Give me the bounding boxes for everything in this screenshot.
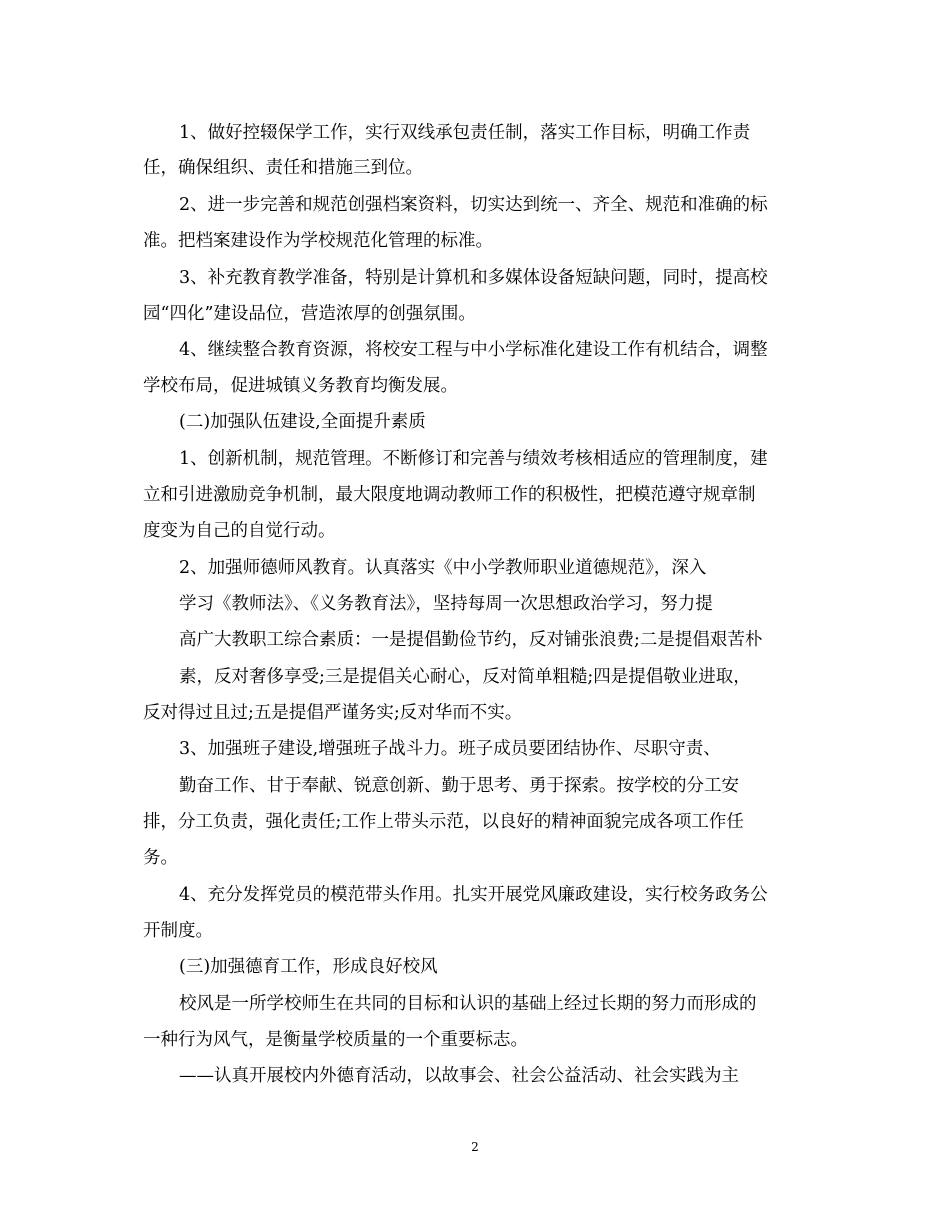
text-line: 学习《教师法》、《义务教育法》，坚持每周一次思想政治学习，努力提 [179, 594, 713, 614]
text-line: 3、补充教育教学准备，特别是计算机和多媒体设备短缺问题，同时，提高校 [179, 268, 768, 288]
text-line: 开制度。 [143, 921, 213, 941]
text-line: 3、加强班子建设,增强班子战斗力。班子成员要团结协作、尽职守责、 [179, 739, 721, 759]
text-line: 4、继续整合教育资源，将校安工程与中小学标准化建设工作有机结合，调整 [179, 340, 768, 360]
text-line: 勤奋工作、甘于奉献、锐意创新、勤于思考、勇于探索。按学校的分工安 [179, 776, 739, 796]
text-line: 1、创新机制，规范管理。不断修订和完善与绩效考核相适应的管理制度，建 [179, 449, 768, 469]
text-line: 任，确保组织、责任和措施三到位。 [143, 158, 423, 178]
text-line: 准。把档案建设作为学校规范化管理的标准。 [143, 231, 493, 251]
text-line: 度变为自己的自觉行动。 [143, 521, 336, 541]
text-line: 立和引进激励竞争机制，最大限度地调动教师工作的积极性，把模范遵守规章制 [143, 485, 756, 505]
section-heading: (三)加强德育工作，形成良好校风 [179, 957, 438, 977]
text-line: 排，分工负责，强化责任;工作上带头示范，以良好的精神面貌完成各项工作任 [143, 812, 744, 832]
text-line: 园“四化”建设品位，营造浓厚的创强氛围。 [143, 304, 476, 324]
section-heading: (二)加强队伍建设,全面提升素质 [179, 412, 426, 432]
text-line: 高广大教职工综合素质：一是提倡勤俭节约，反对铺张浪费;二是提倡艰苦朴 [179, 630, 763, 650]
text-line: 4、充分发挥党员的模范带头作用。扎实开展党风廉政建设，实行校务政务公 [179, 885, 768, 905]
text-line: 校风是一所学校师生在共同的目标和认识的基础上经过长期的努力而形成的 [179, 994, 757, 1014]
text-line: 素，反对奢侈享受;三是提倡关心耐心，反对简单粗糙;四是提倡敬业进取， [179, 667, 751, 687]
text-line: 1、做好控辍保学工作，实行双线承包责任制，落实工作目标，明确工作责 [179, 123, 751, 143]
text-line: ——认真开展校内外德育活动，以故事会、社会公益活动、社会实践为主 [179, 1066, 739, 1086]
page-number: 2 [471, 1140, 479, 1154]
text-line: 2、加强师德师风教育。认真落实《中小学教师职业道德规范》，深入 [179, 558, 707, 578]
text-line: 一种行为风气，是衡量学校质量的一个重要标志。 [143, 1030, 528, 1050]
text-line: 务。 [143, 848, 178, 868]
text-line: 2、进一步完善和规范创强档案资料，切实达到统一、齐全、规范和准确的标 [179, 195, 768, 215]
text-line: 学校布局，促进城镇义务教育均衡发展。 [143, 376, 458, 396]
text-line: 反对得过且过;五是提倡严谨务实;反对华而不实。 [143, 703, 523, 723]
